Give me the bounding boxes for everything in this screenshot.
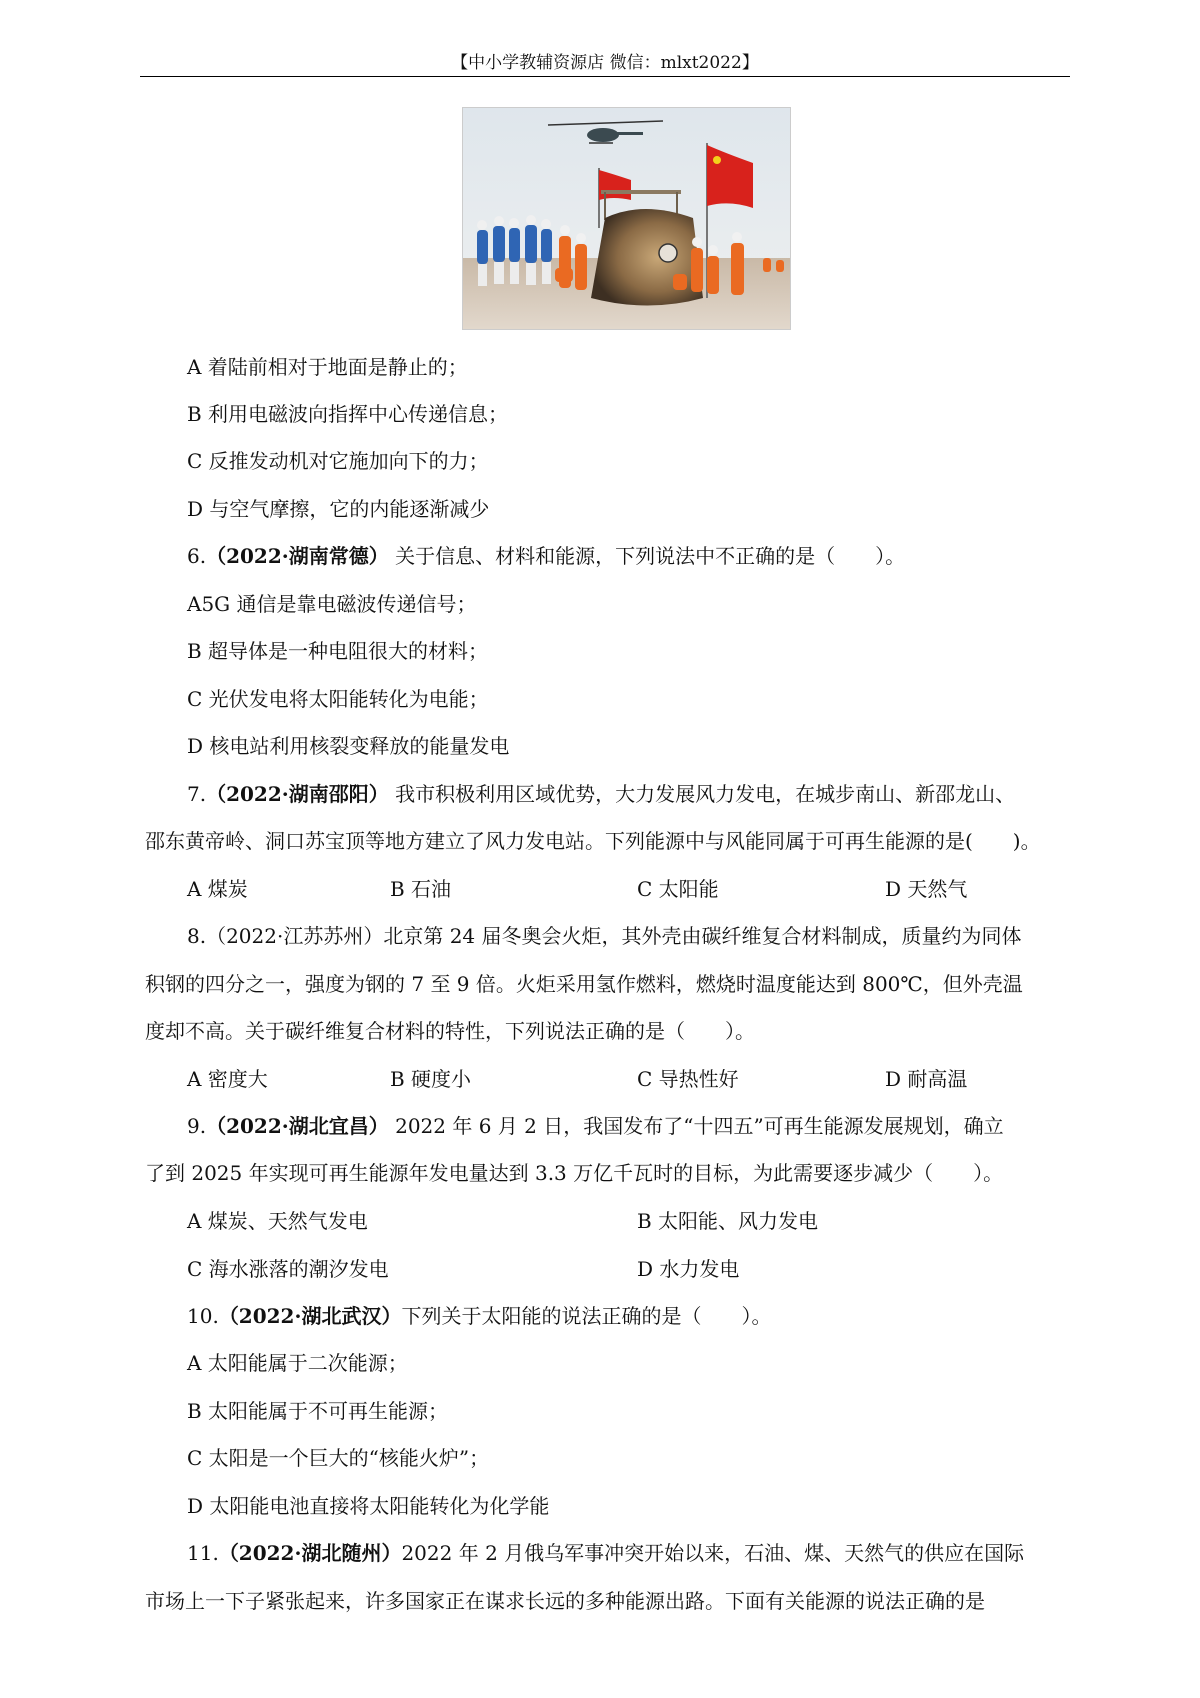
- option-text: B 太阳能、风力发电: [637, 1209, 819, 1233]
- question-source: （2022·湖北随州）: [218, 1541, 402, 1565]
- question-number: 7.: [187, 782, 207, 806]
- question-stem-continued: 市场上一下子紧张起来，许多国家正在谋求长远的多种能源出路。下面有关能源的说法正确的是: [145, 1589, 985, 1613]
- page-header: 【中小学教辅资源店 微信：mlxt2022】: [451, 53, 759, 73]
- question-10: [187, 1301, 771, 1331]
- question-8: 8.（2022·江苏苏州）北京第 24 届冬奥会火炬，其外壳由碳纤维复合材料制成，质量约为同体: [187, 924, 1022, 948]
- option-text: D 与空气摩擦，它的内能逐渐减少: [187, 497, 490, 521]
- question-stem-continued: 了到 2025 年实现可再生能源年发电量达到 3.3 万亿千瓦时的目标，为此需要逐步减少（ ）。: [145, 1161, 1004, 1185]
- option-text: D 太阳能电池直接将太阳能转化为化学能: [187, 1494, 550, 1518]
- question-stem: 关于信息、材料和能源，下列说法中不正确的是（ ）。: [388, 544, 906, 568]
- question-11: [187, 1538, 1024, 1568]
- question-stem-continued: 邵东黄帝岭、洞口苏宝顶等地方建立了风力发电站。下列能源中与风能同属于可再生能源的是( )。: [145, 829, 1041, 853]
- question-source: （2022·湖北宜昌）: [206, 1114, 389, 1138]
- option-text: B 利用电磁波向指挥中心传递信息；: [187, 402, 509, 426]
- option-text: B 太阳能属于不可再生能源；: [187, 1399, 449, 1423]
- question-9: [187, 1111, 1004, 1141]
- question-number: 9.: [187, 1114, 207, 1138]
- question-6: [187, 541, 905, 571]
- option-text: D 水力发电: [637, 1257, 740, 1281]
- question-number: 11.: [187, 1541, 219, 1565]
- question-stem-continued: 度却不高。关于碳纤维复合材料的特性，下列说法正确的是（ ）。: [145, 1019, 755, 1043]
- option-text: C 海水涨落的潮汐发电: [187, 1257, 389, 1281]
- option-text: C 太阳能: [637, 877, 719, 901]
- capsule-landing-photo: [462, 107, 791, 330]
- header-divider: [140, 76, 1070, 77]
- question-number: 10.: [187, 1304, 219, 1328]
- capsule-landing-illustration: [463, 108, 790, 329]
- question-stem-continued: 积钢的四分之一，强度为钢的 7 至 9 倍。火炬采用氢作燃料，燃烧时温度能达到 800℃，但外壳温: [145, 972, 1023, 996]
- question-source: （2022·湖北武汉）: [218, 1304, 402, 1328]
- option-text: C 光伏发电将太阳能转化为电能；: [187, 687, 489, 711]
- question-7: [187, 779, 1015, 809]
- option-text: D 耐高温: [885, 1067, 968, 1091]
- question-source: （2022·湖南邵阳）: [206, 782, 389, 806]
- question-stem: 2022 年 6 月 2 日，我国发布了“十四五”可再生能源发展规划，确立: [388, 1114, 1004, 1138]
- option-text: C 太阳是一个巨大的“核能火炉”；: [187, 1446, 490, 1470]
- question-stem: 我市积极利用区域优势，大力发展风力发电，在城步南山、新邵龙山、: [388, 782, 1016, 806]
- question-number: 6.: [187, 544, 207, 568]
- option-text: B 超导体是一种电阻很大的材料；: [187, 639, 489, 663]
- option-text: D 核电站利用核裂变释放的能量发电: [187, 734, 510, 758]
- option-text: B 硬度小: [390, 1067, 472, 1091]
- option-text: A 煤炭: [187, 877, 248, 901]
- option-text: A 太阳能属于二次能源；: [187, 1351, 408, 1375]
- option-text: A 密度大: [187, 1067, 268, 1091]
- option-text: A 煤炭、天然气发电: [187, 1209, 368, 1233]
- question-stem: 2022 年 2 月俄乌军事冲突开始以来，石油、煤、天然气的供应在国际: [401, 1541, 1025, 1565]
- option-text: A5G 通信是靠电磁波传递信号；: [187, 592, 477, 616]
- option-text: D 天然气: [885, 877, 968, 901]
- option-text: B 石油: [390, 877, 452, 901]
- option-text: C 反推发动机对它施加向下的力；: [187, 449, 489, 473]
- option-text: C 导热性好: [637, 1067, 739, 1091]
- option-text: A 着陆前相对于地面是静止的；: [187, 355, 468, 379]
- question-source: （2022·湖南常德）: [206, 544, 389, 568]
- question-stem: 下列关于太阳能的说法正确的是（ ）。: [401, 1304, 772, 1328]
